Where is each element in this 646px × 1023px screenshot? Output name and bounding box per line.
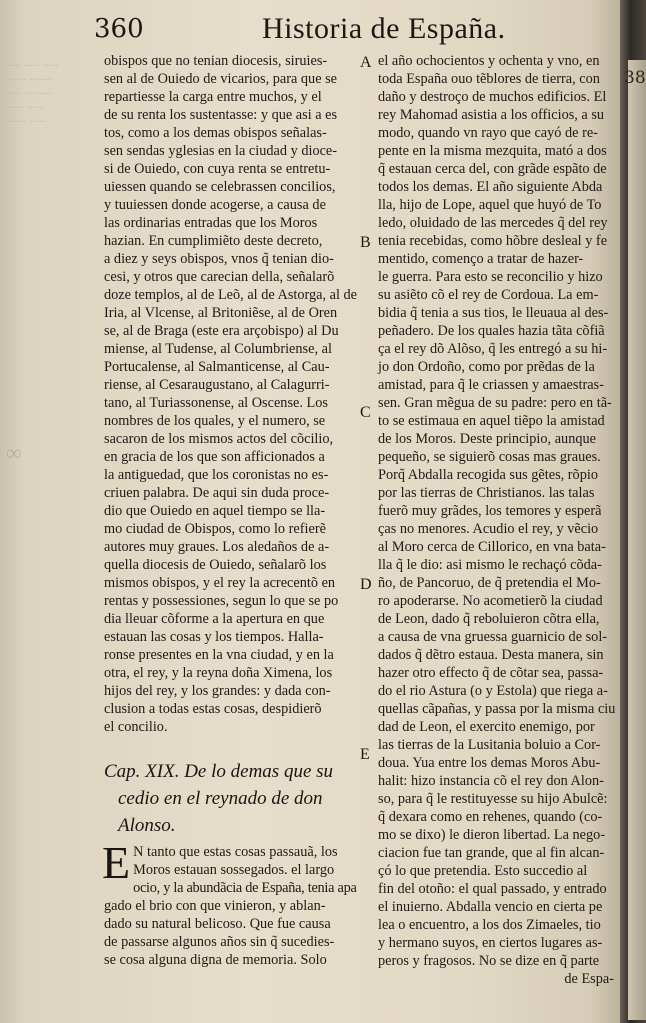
- text-line: q̃ estauan cerca del, con grãde espãto de: [378, 161, 607, 177]
- text-line: en gracia de los que son afficionados a: [104, 449, 325, 465]
- text-line: q̃ dexara como en rehenes, quando (co-: [378, 809, 603, 825]
- text-line: doua. Yua entre los demas Moros Abu-: [378, 755, 601, 771]
- left-column: [104, 52, 356, 969]
- text-line: al Moro cerca de Cillorico, en vna bata-: [378, 539, 606, 555]
- text-line: Moros estauan sossegados. el largo: [133, 862, 335, 878]
- text-line: amistad, para q̃ le criassen y amaestras-: [378, 377, 604, 393]
- text-line: to se estimaua en aquel tiẽpo la amistad: [378, 413, 605, 429]
- text-line: riense, al Cesaraugustano, al Calagurri-: [104, 377, 330, 393]
- text-line: a causa de vna gruessa guarnicio de sol-: [378, 629, 608, 645]
- chapter-heading-line: Alonso.: [118, 815, 176, 836]
- catchword: de Espa-: [564, 971, 614, 987]
- text-line: criuen palabra. De aqui sin duda proce-: [104, 485, 330, 501]
- text-line: jo don Ordoño, como por prẽdas de la: [378, 359, 595, 375]
- chapter-heading-line: cedio en el reynado de don: [118, 788, 323, 809]
- text-line: miense, al Tudense, al Columbriense, al: [104, 341, 332, 357]
- chapter-heading-line: Cap. XIX. De lo demas que su: [104, 761, 334, 782]
- text-line: pente en la misma mezquita, mató a dos: [378, 143, 607, 159]
- text-line: dado su natural belicoso. Que fue causa: [104, 916, 331, 932]
- text-line: su asiẽto cõ el rey de Cordoua. La em-: [378, 287, 599, 303]
- facing-page-number: 38: [624, 68, 646, 88]
- chapter-heading: [104, 758, 356, 839]
- text-line: tos, como a los demas obispos señalas-: [104, 125, 327, 141]
- margin-marker-c: C: [360, 404, 371, 421]
- page-number: 360: [94, 14, 144, 44]
- text-line: rentas y possessiones, segun lo que se po: [104, 593, 339, 609]
- text-line: autores muy graues. Los aledaños de a-: [104, 539, 330, 555]
- text-line: modo, quando vn rayo que cayó de re-: [378, 125, 598, 141]
- text-line: de los Moros. Deste principio, aunque: [378, 431, 596, 447]
- text-line: gado el brio con que vinieron, y ablan-: [104, 898, 326, 914]
- text-line: dados q̃ dẽtro estaua. Desta manera, sin: [378, 647, 604, 663]
- text-line: rey Mahomad asistia a los officios, a su: [378, 107, 605, 123]
- text-line: ciacion fue tan grande, que al fin alcan-: [378, 845, 605, 861]
- chapter-text: [102, 837, 357, 969]
- text-line: quellas cãpañas, y passa por la misma ciu: [378, 701, 616, 717]
- text-line: por las tierras de Christianos. las talas: [378, 485, 595, 501]
- text-line: lea o encuentro, a los dos Zimaeles, tio: [378, 917, 601, 933]
- text-line: peñadero. De los quales hazia tãta cõfiã: [378, 323, 605, 339]
- text-line: dio que Ouiedo en aquel tiempo se lla-: [104, 503, 326, 519]
- margin-marker-a: A: [360, 54, 372, 71]
- drop-cap: E: [102, 837, 131, 888]
- text-line: lla q̃ le dio: asi mismo le rechaçó cõda-: [378, 557, 602, 573]
- text-line: do el rio Astura (o y Estola) que riega a-: [378, 683, 608, 699]
- text-line: y hermano suyos, en ciertos lugares as-: [378, 935, 603, 951]
- show-through-text: ···· ····· ····· ······ ······· ···· ·· ······ ····· ····· ······ ·····: [8, 61, 59, 128]
- text-line: las tierras de la Lusitania boluio a Cor-: [378, 737, 601, 753]
- text-line: mentido, començo a tratar de hazer-: [378, 251, 584, 267]
- running-title: Historia de España.: [262, 12, 506, 45]
- text-line: ças no menores. Acudio el rey, y vẽcio: [378, 521, 599, 537]
- text-line: Iria, al Vlcense, al Britoniẽse, al de Oren: [104, 305, 338, 321]
- text-line: tano, al Turiassonense, al Oscense. Los: [104, 395, 328, 411]
- text-line: sen al de Ouiedo de vicarios, para que se: [104, 71, 338, 87]
- text-line: doze templos, al de Leõ, al de Astorga, al de: [104, 287, 358, 303]
- text-line: hazian. En cumplimiẽto deste decreto,: [104, 233, 323, 249]
- right-column: [378, 52, 620, 988]
- text-line: mo se dixo) le dieron libertad. La nego-: [378, 827, 606, 843]
- text-line: çó lo que pretendia. Esto succedio al: [378, 863, 588, 879]
- text-line: fuerõ muy grãdes, los temores y esperã: [378, 503, 602, 519]
- text-line: repartiesse la carga entre muchos, y el: [104, 89, 322, 105]
- text-line: ronse presentes en la vna ciudad, y en la: [104, 647, 334, 663]
- text-line: mo ciudad de Obispos, como lo refierẽ: [104, 521, 326, 537]
- chapter-lines: [102, 837, 357, 969]
- text-line: uiessen quando se celebrassen concilios,: [104, 179, 336, 195]
- text-line: quella diocesis de Ouiedo, señalarõ los: [104, 557, 327, 573]
- page-header: [94, 12, 594, 48]
- text-line: hijos del rey, y los grandes: y dada con-: [104, 683, 331, 699]
- text-line: de passarse algunos años sin q̃ sucedies-: [104, 934, 335, 950]
- faded-margin-mark: ∞: [6, 440, 22, 465]
- text-line: la antiguedad, que los coronistas no es-: [104, 467, 329, 483]
- text-line: mismos obispos, y el rey la acrecentõ en: [104, 575, 336, 591]
- text-line: cesi, y otros que carecian della, señalarõ: [104, 269, 335, 285]
- text-line: lla, hijo de Lope, aquel que huyó de To: [378, 197, 602, 213]
- text-line: ledo, oluidado de las mercedes q̃ del rey: [378, 215, 608, 231]
- text-line: se, al de Braga (este era arçobispo) al Du: [104, 323, 339, 339]
- text-line: dad de Leon, el exercito enemigo, por: [378, 719, 595, 735]
- text-line: a diez y seys obispos, vnos q̃ tenian dio-: [104, 251, 334, 267]
- text-line: fin del otoño: el qual passado, y entrado: [378, 881, 607, 897]
- text-line: otra, el rey, y la reyna doña Ximena, los: [104, 665, 333, 681]
- text-line: el inuierno. Abdalla vencio en cierta pe: [378, 899, 603, 915]
- margin-marker-d: D: [360, 576, 372, 593]
- text-line: el año ochocientos y ochenta y vno, en: [378, 53, 600, 69]
- text-line: sen sendas yglesias en la ciudad y dioce-: [104, 143, 338, 159]
- text-line: de su renta los sustentasse: y que asi a es: [104, 107, 338, 123]
- facing-page-edge: [628, 60, 646, 1020]
- text-line: estauan las cosas y los tiempos. Halla-: [104, 629, 324, 645]
- text-line: tenia recebidas, como hõbre desleal y fe: [378, 233, 608, 249]
- text-line: peros y fragosos. No se dize en q̃ parte: [378, 953, 600, 969]
- text-line: le guerra. Para esto se reconcilio y hizo: [378, 269, 603, 285]
- text-line: ro apoderarse. No acometierõ la ciudad: [378, 593, 603, 609]
- text-line: las ordinarias entradas que los Moros: [104, 215, 318, 231]
- text-line: el concilio.: [104, 719, 168, 735]
- chapter-gap: [104, 736, 356, 758]
- text-line: halit: hizo instancia cõ el rey don Alon-: [378, 773, 604, 789]
- text-line: hazer otro effecto q̃ de cõtar sea, passa-: [378, 665, 604, 681]
- text-line: Porq̃ Abdalla recogida sus gẽtes, rõpio: [378, 467, 598, 483]
- text-line: obispos que no tenian diocesis, siruies-: [104, 53, 328, 69]
- text-line: ocio, y la abundãcia de España, tenia apa: [133, 880, 357, 896]
- text-line: dia lleuar cõforme a la apertura en que: [104, 611, 325, 627]
- text-line: se cosa alguna digna de memoria. Solo: [104, 952, 327, 968]
- text-line: Portucalense, al Salmanticense, al Cau-: [104, 359, 330, 375]
- text-line: nombres de los quales, y el numero, se: [104, 413, 326, 429]
- left-column-text: [104, 52, 356, 736]
- text-line: clusion a todas estas cosas, despidierõ: [104, 701, 322, 717]
- text-line: so, para q̃ le restituyesse su hijo Abulcẽ:: [378, 791, 608, 807]
- text-line: ça el rey dõ Alõso, q̃ les entregó a su hi-: [378, 341, 608, 357]
- text-line: toda España ouo tẽblores de tierra, con: [378, 71, 600, 87]
- text-line: y tuuiessen donde acogerse, a causa de: [104, 197, 326, 213]
- text-line: daño y destroço de muchos edificios. El: [378, 89, 607, 105]
- text-line: N tanto que estas cosas passauã, los: [133, 844, 338, 860]
- margin-marker-e: E: [360, 746, 370, 763]
- text-line: si de Ouiedo, con cuya renta se entretu-: [104, 161, 331, 177]
- text-line: ño, de Pancoruo, de q̃ pretendia el Mo-: [378, 575, 601, 591]
- text-line: pequeño, se siguierõ cosas mas graues.: [378, 449, 601, 465]
- text-line: todos los demas. El año siguiente Abda: [378, 179, 603, 195]
- text-line: de Leon, dado q̃ reboluieron cõtra ella,: [378, 611, 600, 627]
- right-column-text: [378, 52, 620, 970]
- text-line: bidia q̃ tenia a sus tios, le lleuaua al des-: [378, 305, 609, 321]
- text-line: sacaron de los mismos actos del cõcilio,: [104, 431, 334, 447]
- text-line: sen. Gran mẽgua de su padre: pero en tã-: [378, 395, 612, 411]
- margin-marker-b: B: [360, 234, 371, 251]
